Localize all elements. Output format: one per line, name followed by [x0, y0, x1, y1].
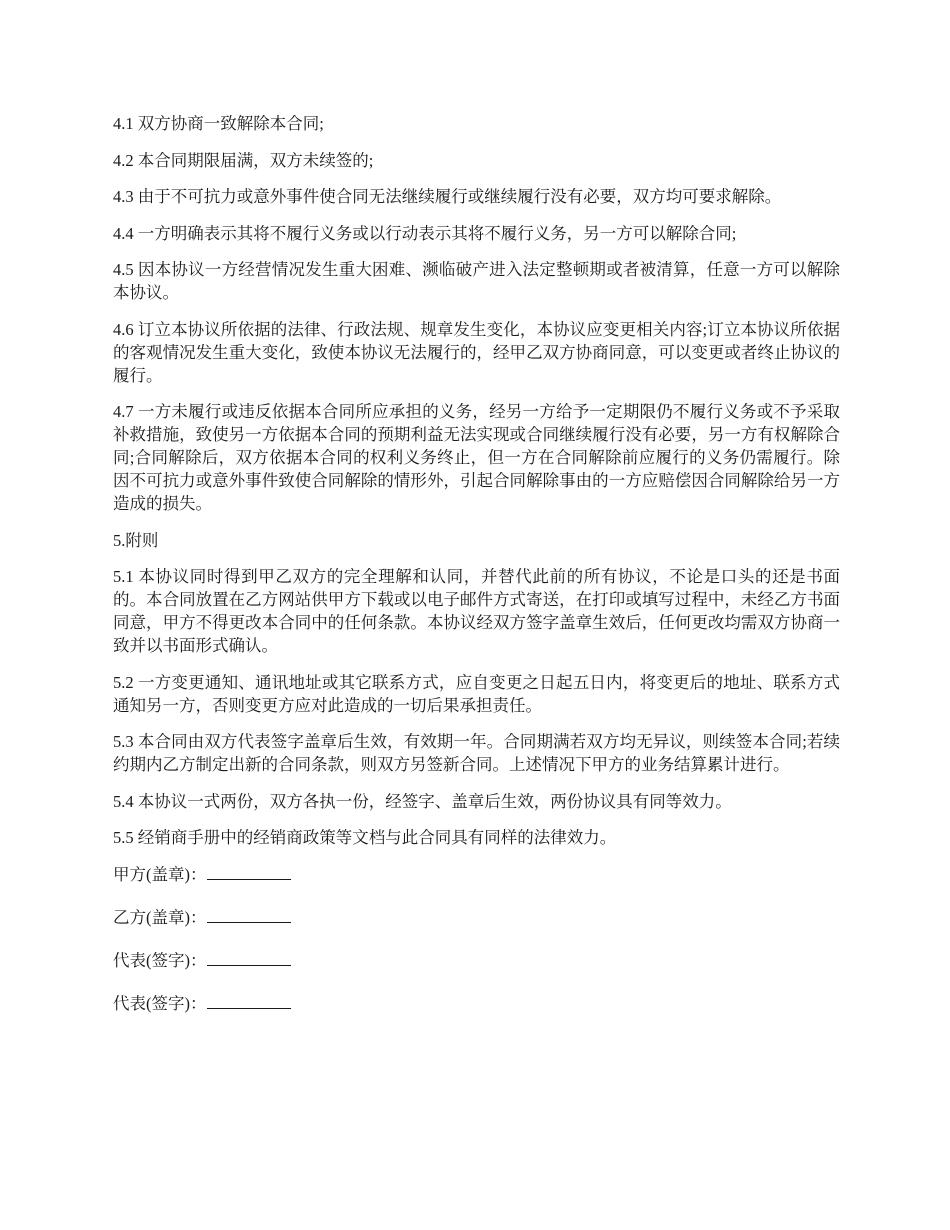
party-b-seal-blank — [207, 908, 291, 923]
party-a-seal-blank — [207, 865, 291, 880]
party-a-seal-line — [113, 863, 840, 886]
representative-signature-line-1 — [113, 949, 840, 972]
clause-4-5: 4.5 因本协议一方经营情况发生重大困难、濒临破产进入法定整顿期或者被清算，任意一方可以解除本协议。 — [113, 260, 840, 302]
party-b-seal-label: 乙方(盖章)： — [113, 907, 207, 927]
clause-4-4: 4.4 一方明确表示其将不履行义务或以行动表示其将不履行义务，另一方可以解除合同; — [113, 223, 737, 243]
clause-4-6: 4.6 订立本协议所依据的法律、行政法规、规章发生变化，本协议应变更相关内容;订立本协议所依据的客观情况发生重大变化，致使本协议无法履行的，经甲乙双方协商同意，可以变更或者终止协议的履行。 — [113, 319, 840, 385]
party-b-seal-line — [113, 906, 840, 929]
clause-5-1: 5.1 本协议同时得到甲乙双方的完全理解和认同，并替代此前的所有协议，不论是口头的还是书面的。本合同放置在乙方网站供甲方下载或以电子邮件方式寄送，在打印或填写过程中，未经乙方书面同意，甲方不得更改本合同中的任何条款。本协议经双方签字盖章生效后，任何更改均需双方协商一致并以书面形式确认。 — [113, 567, 840, 655]
representative-signature-label-2: 代表(签字)： — [113, 993, 207, 1013]
clause-4-2: 4.2 本合同期限届满，双方未续签的; — [113, 150, 374, 170]
section-5-heading: 5.附则 — [113, 530, 159, 550]
representative-signature-line-2 — [113, 992, 840, 1015]
clause-5-3: 5.3 本合同由双方代表签字盖章后生效，有效期一年。合同期满若双方均无异议，则续签本合同;若续约期内乙方制定出新的合同条款，则双方另签新合同。上述情况下甲方的业务结算累计进行。 — [113, 732, 840, 774]
representative-signature-label-1: 代表(签字)： — [113, 950, 207, 970]
clause-4-7: 4.7 一方未履行或违反依据本合同所应承担的义务，经另一方给予一定期限仍不履行义务或不予采取补救措施，致使另一方依据本合同的预期利益无法实现或合同继续履行没有必要，另一方有权解除合同;合同解除后，双方依据本合同的权利义务终止，但一方在合同解除前应履行的义务仍需履行。除因不可抗力或意外事件致使合同解除的情形外，引起合同解除事由的一方应赔偿因合同解除给另一方造成的损失。 — [113, 402, 840, 513]
clause-5-4: 5.4 本协议一式两份，双方各执一份，经签字、盖章后生效，两份协议具有同等效力。 — [113, 791, 732, 811]
representative-signature-blank-2 — [207, 994, 291, 1009]
party-a-seal-label: 甲方(盖章)： — [113, 864, 207, 884]
contract-page — [113, 112, 840, 1035]
clause-5-5: 5.5 经销商手册中的经销商政策等文档与此合同具有同样的法律效力。 — [113, 828, 617, 847]
clause-4-3: 4.3 由于不可抗力或意外事件使合同无法继续履行或继续履行没有必要，双方均可要求解除。 — [113, 187, 782, 206]
clause-4-1: 4.1 双方协商一致解除本合同; — [113, 114, 324, 133]
clause-5-2: 5.2 一方变更通知、通讯地址或其它联系方式，应自变更之日起五日内，将变更后的地址、联系方式通知另一方，否则变更方应对此造成的一切后果承担责任。 — [113, 672, 840, 715]
representative-signature-blank-1 — [207, 951, 291, 966]
